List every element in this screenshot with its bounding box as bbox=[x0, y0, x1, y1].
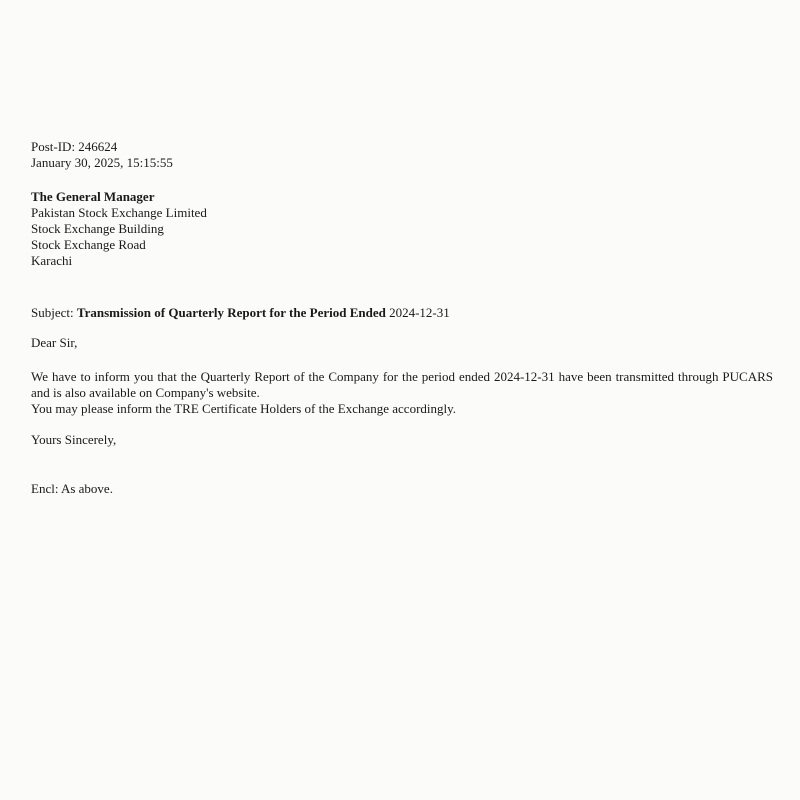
recipient-building: Stock Exchange Building bbox=[31, 221, 164, 236]
body-paragraph-1: We have to inform you that the Quarterly Report of the Company for the period ended 2024-12-31 have been transmitted through PUCARS and is also available on Company's website. bbox=[31, 369, 777, 400]
closing: Yours Sincerely, bbox=[31, 432, 117, 447]
body-paragraph-2: You may please inform the TRE Certificate Holders of the Exchange accordingly. bbox=[31, 401, 457, 416]
letter-meta bbox=[31, 139, 773, 171]
letter-body bbox=[31, 369, 777, 417]
recipient-title: The General Manager bbox=[31, 189, 155, 204]
salutation: Dear Sir, bbox=[31, 335, 78, 350]
subject-date: 2024-12-31 bbox=[385, 305, 450, 320]
enclosure-note: Encl: As above. bbox=[31, 481, 113, 496]
recipient-address bbox=[31, 189, 773, 269]
recipient-city: Karachi bbox=[31, 253, 73, 268]
subject-label: Subject: bbox=[31, 305, 77, 320]
subject-title: Transmission of Quarterly Report for the Period Ended bbox=[76, 305, 386, 320]
post-id: Post-ID: 246624 bbox=[31, 139, 118, 154]
recipient-street: Stock Exchange Road bbox=[31, 237, 146, 252]
recipient-company: Pakistan Stock Exchange Limited bbox=[31, 205, 207, 220]
subject-line bbox=[31, 305, 773, 321]
letter-datetime: January 30, 2025, 15:15:55 bbox=[31, 155, 173, 170]
